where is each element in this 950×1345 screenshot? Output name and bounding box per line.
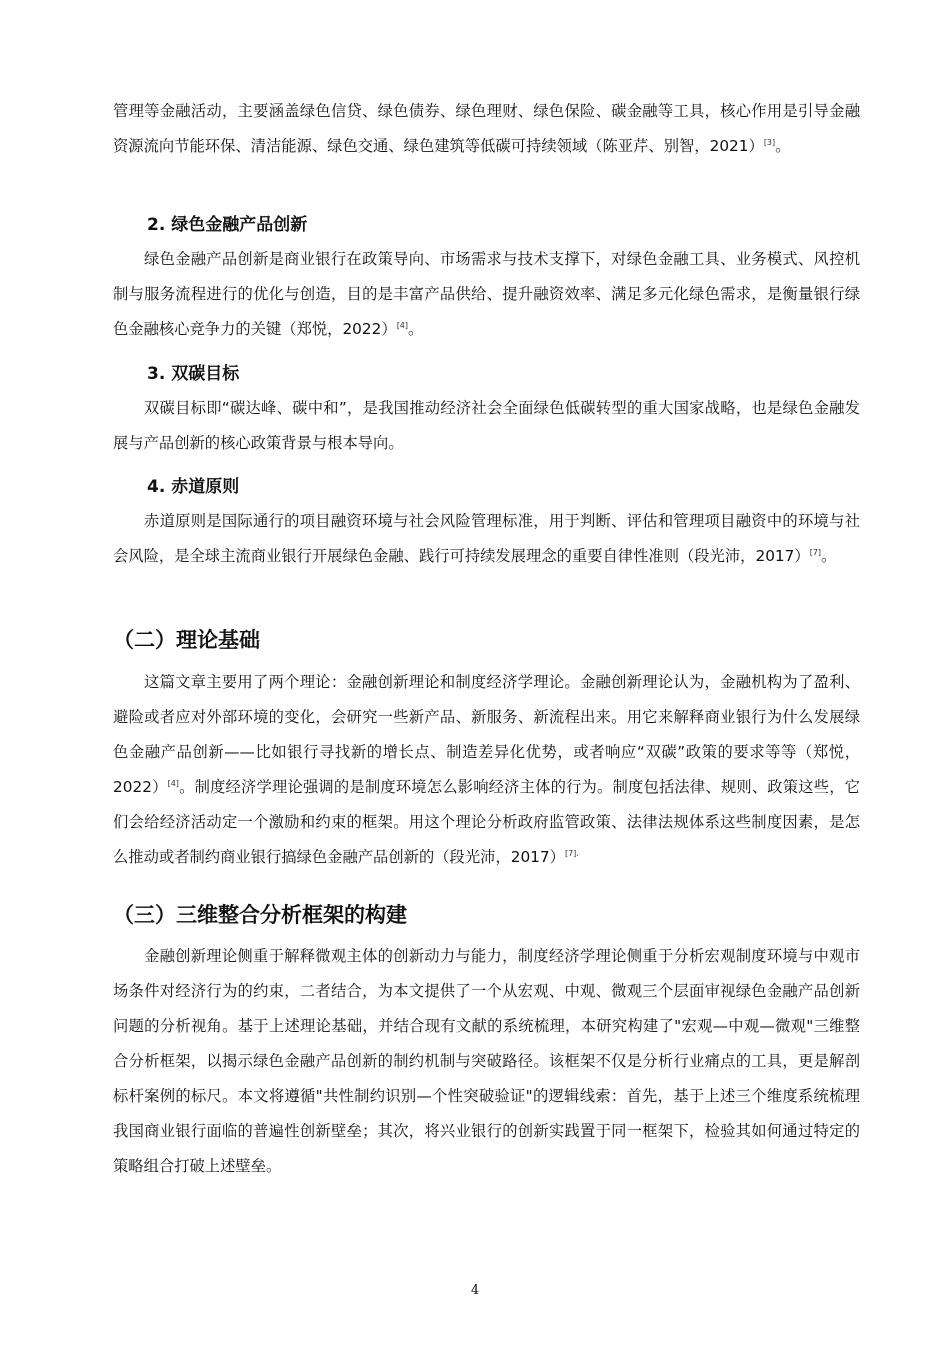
equator-principles-paragraph — [113, 504, 860, 574]
framework-paragraph: 金融创新理论侧重于解释微观主体的创新动力与能力，制度经济学理论侧重于分析宏观制度环境与中观市场条件对经济行为的约束，二者结合，为本文提供了一个从宏观、中观、微观三个层面审视绿色金融产品创新问题的分析视角。基于上述理论基础，并结合现有文献的系统梳理，本研究构建了"宏观—中观—微观"三维整合分析框架，以揭示绿色金融产品创新的制约机制与突破路径。该框架不仅是分析行业痛点的工具，更是解剖标杆案例的标尺。本文将遵循"共性制约识别—个性突破验证"的逻辑线索：首先，基于上述三个维度系统梳理我国商业银行面临的普遍性创新壁垒；其次，将兴业银行的创新实践置于同一框架下，检验其如何通过特定的策略组合打破上述壁垒。 — [113, 947, 860, 1175]
citation-4: [4] — [396, 321, 409, 330]
heading-green-finance-innovation: 2. 绿色金融产品创新 — [147, 215, 308, 235]
citation-3: [3] — [763, 138, 776, 147]
heading-framework: （三）三维整合分析框架的构建 — [113, 903, 407, 927]
intro-paragraph — [113, 94, 860, 164]
citation-7: [7] — [809, 548, 822, 557]
citation-7-b: [7]. — [564, 849, 579, 858]
green-finance-innovation-paragraph — [113, 242, 860, 347]
heading-theoretical-basis: （二）理论基础 — [113, 628, 260, 652]
theoretical-basis-paragraph — [113, 665, 860, 875]
heading-equator-principles: 4. 赤道原则 — [147, 477, 240, 497]
equator-principles-end: 。 — [821, 547, 837, 565]
theoretical-basis-text-1: 这篇文章主要用了两个理论：金融创新理论和制度经济学理论。金融创新理论认为，金融机构为了盈利、避险或者应对外部环境的变化，会研究一些新产品、新服务、新流程出来。用它来解释商业银行为什么发展绿色金融产品创新——比如银行寻找新的增长点、制造差异化优势，或者响应“双碳”政策的要求等等（郑悦，2022） — [113, 673, 860, 796]
equator-principles-text: 赤道原则是国际通行的项目融资环境与社会风险管理标准，用于判断、评估和管理项目融资中的环境与社会风险，是全球主流商业银行开展绿色金融、践行可持续发展理念的重要自律性准则（段光沛，2017） — [113, 512, 860, 565]
dual-carbon-paragraph: 双碳目标即“碳达峰、碳中和”，是我国推动经济社会全面绿色低碳转型的重大国家战略，也是绿色金融发展与产品创新的核心政策背景与根本导向。 — [113, 399, 860, 452]
heading-dual-carbon: 3. 双碳目标 — [147, 364, 240, 384]
green-finance-innovation-text: 绿色金融产品创新是商业银行在政策导向、市场需求与技术支撑下，对绿色金融工具、业务模式、风控机制与服务流程进行的优化与创造，目的是丰富产品供给、提升融资效率、满足多元化绿色需求，是衡量银行绿色金融核心竞争力的关键（郑悦，2022） — [113, 250, 860, 338]
theoretical-basis-text-2: 。制度经济学理论强调的是制度环境怎么影响经济主体的行为。制度包括法律、规则、政策这些，它们会给经济活动定一个激励和约束的框架。用这个理论分析政府监管政策、法律法规体系这些制度因素，是怎么推动或者制约商业银行搞绿色金融产品创新的（段光沛，2017） — [113, 778, 860, 866]
intro-text: 管理等金融活动，主要涵盖绿色信贷、绿色债券、绿色理财、绿色保险、碳金融等工具，核心作用是引导金融资源流向节能环保、清洁能源、绿色交通、绿色建筑等低碳可持续领域（陈亚芹、别智，2021） — [113, 102, 860, 155]
citation-4-b: [4] — [167, 779, 179, 788]
green-finance-innovation-end: 。 — [408, 320, 424, 338]
intro-end: 。 — [775, 137, 791, 155]
page-number: 4 — [470, 1283, 480, 1298]
